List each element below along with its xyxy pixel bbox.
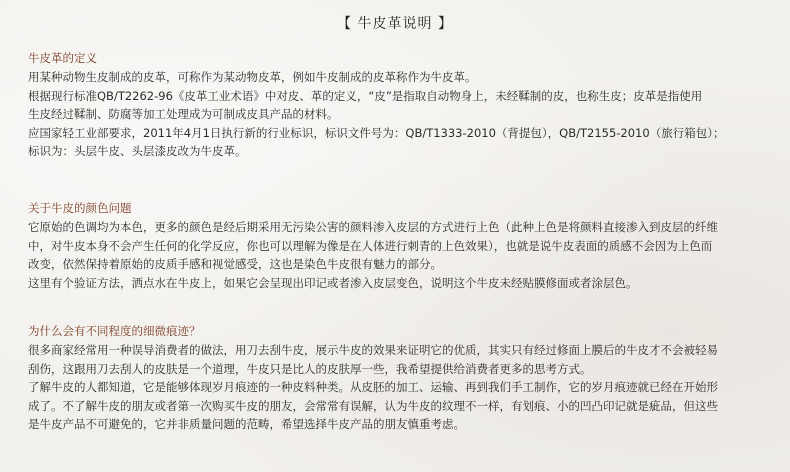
paragraph-line: 成了。不了解牛皮的朋友或者第一次购买牛皮的朋友，会常常有误解，认为牛皮的纹理不一样，有划痕、小的凹凸印记就是疵品，但这些 [28,398,718,413]
section-body-color [28,218,768,292]
paragraph-line: 它原始的色调均为本色，更多的颜色是经后期采用无污染公害的颜料渗入皮层的方式进行上色（此种上色是将颜料直接渗入到皮层的纤维 [28,220,718,234]
paragraph-line: 中，对牛皮本身不会产生任何的化学反应，你也可以理解为像是在人体进行刺青的上色效果），也就是说牛皮表面的质感不会因为上色而 [28,238,713,253]
paragraph-line: 很多商家经常用一种误导消费者的做法，用刀去刮牛皮，展示牛皮的效果来证明它的优质，其实只有经过修面上膜后的牛皮才不会被轻易 [28,343,718,357]
paragraph-line: 改变，依然保持着原始的皮质手感和视觉感受，这也是染色牛皮很有魅力的部分。 [28,257,442,271]
section-body-marks [28,341,768,434]
paragraph-line: 应国家轻工业部要求，2011年4月1日执行新的行业标识，标识文件号为：QB/T1333-2010（背提包），QB/T2155-2010（旅行箱包）； [28,125,725,140]
paragraph-line: 标识为：头层牛皮、头层漆皮改为牛皮革。 [28,144,247,158]
paragraph-line: 根据现行标准QB/T2262-96《皮革工业术语》中对皮、革的定义，“皮”是指取自动物身上，未经鞣制的皮，也称生皮；皮革是指使用 [28,88,703,103]
section-heading-color: 关于牛皮的颜色问题 [28,201,132,215]
paragraph-line: 刮伤，这跟用刀去刮人的皮肤是一个道理，牛皮只是比人的皮肤厚一些，我希望提供给消费者更多的思考方式。 [28,361,592,376]
paragraph-line: 这里有个验证方法，洒点水在牛皮上，如果它会呈现出印记或者渗入皮层变色，说明这个牛皮未经贴膜修面或者涂层色。 [28,275,638,290]
paragraph-line: 是牛皮产品不可避免的，它并非质量问题的范畴，希望选择牛皮产品的朋友慎重考虑。 [28,417,465,431]
section-heading-definition: 牛皮革的定义 [28,51,97,65]
section-heading-marks: 为什么会有不同程度的细微痕迹？ [28,324,201,338]
paragraph-line: 用某种动物生皮制成的皮革，可称作为某动物皮革，例如牛皮制成的皮革称作为牛皮革。 [28,70,477,84]
paragraph-line: 生皮经过鞣制、防腐等加工处理成为可制成皮具产品的材料。 [28,107,339,121]
page-title: 【 牛皮革说明 】 [337,16,453,32]
paragraph-line: 了解牛皮的人都知道，它是能够体现岁月痕迹的一种皮料种类。从皮胚的加工、运输、再到我们手工制作，它的岁月痕迹就已经在开始形 [28,380,718,394]
section-body-definition [28,68,768,161]
